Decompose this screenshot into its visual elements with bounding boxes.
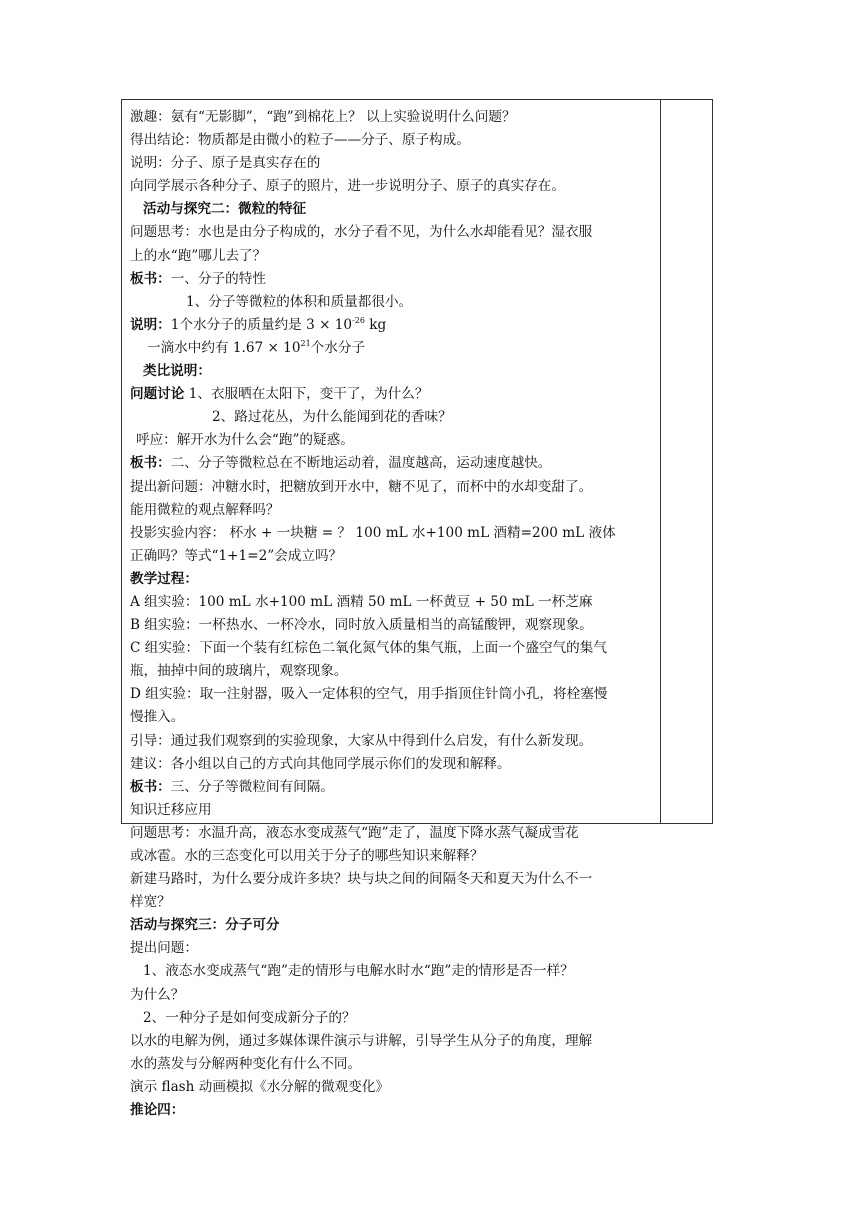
section-heading: 活动与探究三：分子可分 [130, 917, 280, 934]
text-line: 激趣：氨有“无影脚”，“跑”到棉花上？ 以上实验说明什么问题？ [130, 109, 516, 125]
board-label: 板书： [130, 270, 171, 287]
board-text: 三、分子等微粒间有间隔。 [170, 778, 334, 795]
text-line: 2、路过花丛，为什么能闻到花的香味？ [212, 409, 452, 426]
text-line: 水的蒸发与分解两种变化有什么不同。 [130, 1055, 362, 1072]
section-heading: 活动与探究二：微粒的特征 [143, 201, 307, 218]
text-line: 或冰雹。水的三态变化可以用关于分子的哪些知识来解释？ [130, 848, 484, 864]
explain-text: 一滴水中约有 1.67 × 10 [147, 339, 301, 356]
lesson-table [121, 99, 713, 1119]
text-line: C 组实验：下面一个装有红棕色二氧化氮气体的集气瓶，上面一个盛空气的集气 [130, 640, 607, 657]
text-line: 1、液态水变成蒸气“跑”走的情形与电解水时水“跑”走的情形是否一样？ [143, 963, 574, 980]
board-note-line [130, 776, 658, 799]
text-line: 以水的电解为例，通过多媒体课件演示与讲解，引导学生从分子的角度，理解 [130, 1032, 593, 1049]
explain-text: 1个水分子的质量约是 3 × 10 [170, 316, 353, 333]
text-line: B 组实验：一杯热水、一杯冷水，同时放入质量相当的高锰酸钾，观察现象。 [130, 617, 593, 634]
text-line: 说明：分子、原子是真实存在的 [130, 155, 321, 172]
explain-line [130, 337, 658, 360]
text-line: 建议：各小组以自己的方式向其他同学展示你们的发现和解释。 [130, 755, 511, 772]
text-line: 引导：通过我们观察到的实验现象，大家从中得到什么启发，有什么新发现。 [130, 732, 593, 749]
explain-label: 说明： [130, 316, 171, 333]
text-line: 问题思考：水也是由分子构成的，水分子看不见，为什么水却能看见？湿衣服 [130, 224, 593, 241]
board-label: 板书： [130, 778, 171, 795]
text-line: 瓶，抽掉中间的玻璃片，观察现象。 [130, 663, 348, 680]
text-line: 能用微粒的观点解释吗？ [130, 501, 280, 518]
column-divider [660, 100, 661, 823]
text-line: 慢推入。 [130, 709, 185, 726]
text-line: 新建马路时，为什么要分成许多块？块与块之间的间隔冬天和夏天为什么不一 [130, 871, 593, 888]
unit-text: 个水分子 [310, 339, 366, 356]
text-line: 得出结论：物质都是由微小的粒子——分子、原子构成。 [130, 132, 470, 149]
text-line: 呼应：解开水为什么会“跑”的疑惑。 [136, 432, 354, 449]
section-heading: 类比说明： [143, 363, 211, 380]
section-heading: 推论四： [130, 1102, 185, 1119]
text-line: 知识迁移应用 [130, 801, 212, 818]
discussion-label: 问题讨论 [130, 386, 185, 403]
text-line: 2、一种分子是如何变成新分子的？ [143, 1009, 356, 1026]
board-text: 二、分子等微粒总在不断地运动着，温度越高，运动速度越快。 [170, 455, 552, 472]
discussion-text: 1、衣服晒在太阳下，变干了，为什么？ [184, 386, 429, 403]
discussion-line [130, 383, 658, 406]
text-line: 演示 flash 动画模拟《水分解的微观变化》 [130, 1078, 390, 1095]
exponent: -26 [352, 315, 365, 325]
exponent: 21 [300, 338, 311, 348]
explain-line [130, 314, 658, 337]
board-note-line [130, 452, 658, 475]
board-text: 一、分子的特性 [170, 270, 266, 287]
text-line: A 组实验：100 mL 水+100 mL 酒精 50 mL 一杯黄豆 + 50 mL 一杯芝麻 [130, 593, 593, 610]
text-line: 向同学展示各种分子、原子的照片，进一步说明分子、原子的真实存在。 [130, 178, 565, 195]
unit-text: kg [364, 316, 387, 333]
text-line: 提出问题： [130, 940, 198, 957]
text-line: 样宽？ [130, 894, 171, 911]
text-line: 上的水“跑”哪儿去了？ [130, 247, 267, 264]
text-line: D 组实验：取一注射器，吸入一定体积的空气，用手指顶住针筒小孔，将栓塞慢 [130, 686, 608, 703]
text-line: 问题思考：水温升高，液态水变成蒸气“跑”走了，温度下降水蒸气凝成雪花 [130, 824, 579, 841]
board-note-line [130, 268, 658, 291]
text-line: 为什么？ [130, 986, 185, 1003]
section-heading: 教学过程： [130, 570, 198, 587]
text-line: 1、分子等微粒的体积和质量都很小。 [186, 293, 413, 310]
lesson-content-cell [130, 106, 658, 1122]
board-label: 板书： [130, 455, 171, 472]
text-line: 提出新问题：冲糖水时，把糖放到开水中，糖不见了，而杯中的水却变甜了。 [130, 478, 593, 495]
text-line: 正确吗？等式“1+1=2”会成立吗？ [130, 547, 343, 564]
text-line: 投影实验内容： 杯水 + 一块糖 = ？ 100 mL 水+100 mL 酒精=200 mL 液体 [130, 524, 616, 541]
